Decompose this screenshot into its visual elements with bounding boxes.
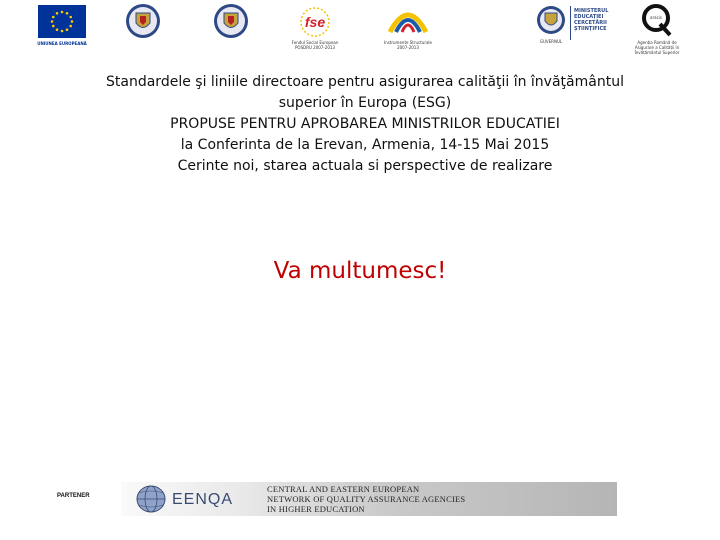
coat-of-arms-icon-2 [212, 3, 250, 39]
thank-you-message: Va multumesc! [273, 258, 447, 284]
title-line-2: superior în Europa (ESG) [278, 95, 452, 111]
svg-text:fse: fse [304, 14, 326, 30]
partner-name-line-2: NETWORK OF QUALITY ASSURANCE AGENCIES [267, 494, 466, 504]
fse-caption: Fondul Social European POSDRU 2007-2013 [291, 40, 339, 50]
eu-caption: UNIUNEA EUROPEANĂ [37, 41, 87, 46]
ministry-coat-of-arms-icon [536, 5, 566, 35]
title-line-5: Cerinte noi, starea actuala si perspective de realizare [177, 158, 553, 174]
partner-label: PARTENER [57, 493, 90, 499]
aracis-q-logo [640, 2, 674, 38]
coat-of-arms-icon [124, 3, 162, 39]
fse-logo [295, 6, 335, 38]
partner-name-line-1: CENTRAL AND EASTERN EUROPEAN [267, 484, 420, 494]
instrumente-structurale-logo [386, 4, 430, 38]
is-caption: Instrumente Structurale 2007-2013 [384, 40, 432, 50]
ministry-divider [570, 6, 571, 40]
guvernul-caption: GUVERNUL [539, 39, 563, 44]
aracis-caption: Agenția Română de Asigurare a Calității în Învățământul Superior [634, 40, 680, 55]
eu-flag-logo [38, 5, 86, 38]
sponsor-logo-row [0, 0, 720, 70]
aracis-mark: aracis [650, 15, 662, 20]
partner-name [267, 484, 465, 514]
globe-icon [135, 484, 167, 514]
title-line-4: la Conferinta de la Erevan, Armenia, 14-15 Mai 2015 [180, 137, 550, 153]
partner-acronym: EENQA [172, 491, 234, 508]
presentation-title [40, 72, 690, 177]
ceenqa-banner [121, 482, 617, 516]
title-line-1: Standardele şi liniile directoare pentru asigurarea calităţii în învăţământul [106, 74, 624, 90]
ministry-caption: MINISTERUL EDUCAȚIEI CERCETĂRII ȘTIINȚIFICE [574, 8, 609, 32]
partner-name-line-3: IN HIGHER EDUCATION [267, 504, 365, 514]
title-line-3: PROPUSE PENTRU APROBAREA MINISTRILOR EDUCATIEI [170, 116, 560, 132]
